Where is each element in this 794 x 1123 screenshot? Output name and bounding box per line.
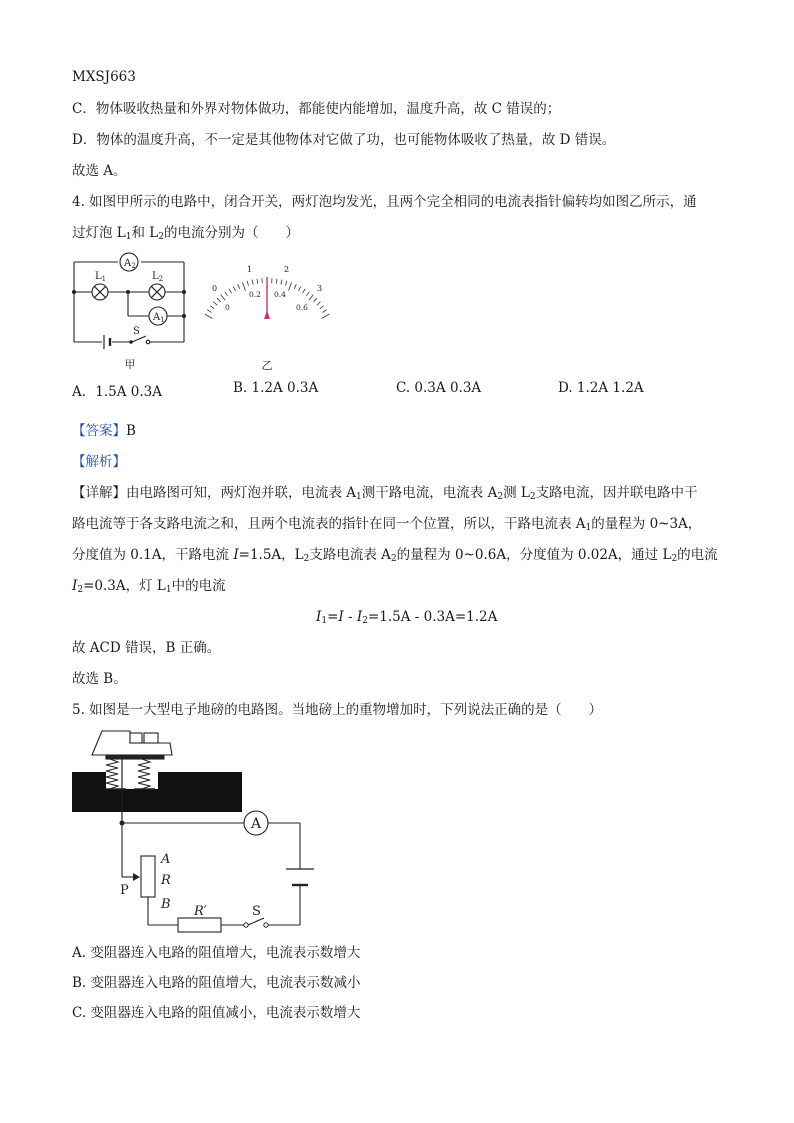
dial-tick [320,306,324,309]
q4-option-b: B. 1.2A 0.3A [233,380,319,396]
svg-text:S: S [252,904,261,919]
q3-option-d-explanation: D．物体的温度升高，不一定是其他物体对它做了功，也可能物体吸收了热量，故 D 错误。 [72,132,616,148]
svg-text:0.6: 0.6 [296,303,308,312]
svg-text:R′: R′ [194,904,207,919]
dial-tick [247,281,248,286]
svg-text:0.2: 0.2 [249,290,261,299]
weighbridge-circuit-diagram [70,727,330,937]
detail-tag: 【详解】 [72,485,126,501]
dial-tick [205,314,212,319]
header-code: MXSJ663 [72,69,136,85]
svg-text:B: B [161,897,171,912]
svg-text:3: 3 [317,284,323,293]
q4-detail-line4: $I_2=0.3A$，灯 $L_1$中的电流 [72,578,226,595]
q4-conclusion: 故 ACD 错误，B 正确。 [72,640,221,656]
q4-option-c: C. 0.3A 0.3A [396,380,482,396]
q5-option-b: B. 变阻器连入电路的阻值增大，电流表示数减小 [72,975,361,991]
dial-tick [314,298,318,302]
q3-choice: 故选 A。 [72,163,127,179]
dial-tick [289,282,292,291]
dial-tick [322,314,330,319]
ammeter-dial-yi [205,255,330,375]
dial-tick [309,295,314,300]
svg-text:0: 0 [212,284,218,293]
dial-tick [276,279,277,284]
svg-text:1: 1 [247,265,253,274]
dial-tick [233,286,235,290]
svg-text:L1: $L_1$ [95,271,107,283]
dial-tick [303,289,306,293]
dial-tick [217,298,221,302]
dial-tick [229,289,232,293]
figure-caption-jia: 甲 [124,358,136,371]
dial-tick [294,284,296,289]
q4-detail-line3: 分度值为 0.1A，干路电流 I=1.5A，$L_2$支路电流表 $A_2$的量程为 0~0.6A，分度值为 0.02A，通过 $L_2$的电流 [72,547,718,564]
svg-text:R: R [161,873,171,888]
q4-option-d: D. 1.2A 1.2A [558,380,644,396]
q5-stem: 5. 如图是一大型电子地磅的电路图。当地磅上的重物增加时，下列说法正确的是（ ） [72,702,603,718]
dial-tick [210,306,214,309]
q4-detail-line1: 【详解】由电路图可知，两灯泡并联，电流表 $A_1$测干路电流，电流表 $A_2$测 $L_2$支路电流，因并联电路中干 [72,485,698,502]
dial-tick [299,286,301,290]
dial-tick [238,284,240,289]
q5-option-c: C. 变阻器连入电路的阻值减小，电流表示数增大 [72,1005,361,1021]
svg-text:P: P [120,883,129,898]
svg-text:L2: $L_2$ [152,271,164,283]
q4-equation: $I_1=I - I_2=1.5A - 0.3A=1.2A$ [316,609,498,626]
dial-tick [317,302,321,305]
q4-detail-line2: 路电流等于各支路电流之和，且两个电流表的指针在同一个位置，所以，干路电流表 $A_1$的量程为 0~3A， [72,516,702,533]
q5-option-a: A. 变阻器连入电路的阻值增大，电流表示数增大 [72,945,361,961]
dial-tick [242,282,245,291]
svg-text:A: A [250,816,262,832]
q4-stem-line2: 过灯泡 $L_1$和 $L_2$的电流分别为（ ） [72,225,299,242]
dial-tick [252,280,253,285]
dial-tick [225,292,228,296]
svg-text:0.4: 0.4 [274,290,286,299]
svg-text:S: S [133,326,140,337]
dial-tick [323,310,327,313]
q4-answer: 【答案】B [72,423,136,439]
figure-caption-yi: 乙 [261,359,273,372]
dial-tick [221,295,226,300]
svg-text:A: A [161,852,171,867]
analysis-tag: 【解析】 [72,454,126,470]
svg-text:A1: $A_1$ [153,312,165,324]
dial-tick [306,292,309,296]
dial-tick [207,310,211,313]
dial-tick [286,281,287,286]
svg-text:A2: $A_2$ [124,258,136,270]
svg-text:2: 2 [284,265,290,274]
circuit-diagram-jia [66,248,196,373]
dial-tick [214,302,218,305]
q3-option-c-explanation: C．物体吸收热量和外界对物体做功，都能使内能增加，温度升高，故 C 错误的； [72,101,561,117]
q4-stem-line1: 4. 如图甲所示的电路中，闭合开关，两灯泡均发光，且两个完全相同的电流表指针偏转均如图乙所示，通 [72,194,697,210]
svg-text:0: 0 [225,303,230,312]
q4-option-a: A．1.5A 0.3A [72,384,162,400]
dial-tick [257,279,258,284]
answer-tag: 【答案】 [72,423,126,439]
q4-choice: 故选 B。 [72,671,127,687]
dial-tick [281,280,282,285]
